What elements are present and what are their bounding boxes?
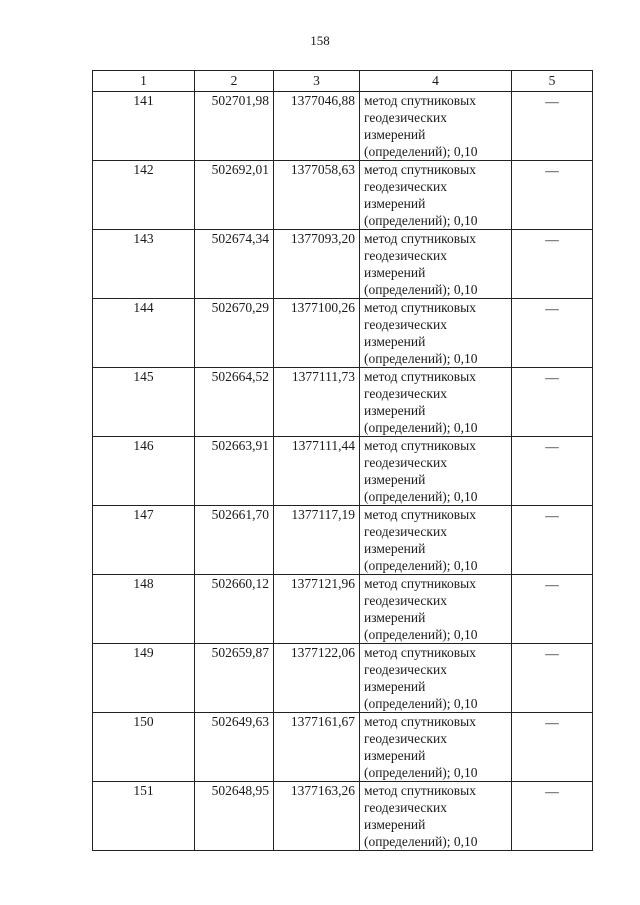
method-cell: метод спутниковых геодезических измерений (определений); 0,10 — [360, 575, 512, 644]
y-coordinate-cell: 1377122,06 — [274, 644, 360, 713]
point-number-cell: 150 — [93, 713, 195, 782]
note-cell — [512, 437, 593, 506]
dash-mark: — — [545, 646, 559, 661]
y-coordinate-cell: 1377121,96 — [274, 575, 360, 644]
x-coordinate-cell: 502661,70 — [195, 506, 274, 575]
point-number-cell: 147 — [93, 506, 195, 575]
table-row — [93, 299, 593, 368]
x-coordinate-cell: 502664,52 — [195, 368, 274, 437]
table-row — [93, 575, 593, 644]
method-cell: метод спутниковых геодезических измерений (определений); 0,10 — [360, 644, 512, 713]
note-cell — [512, 230, 593, 299]
point-number-cell: 149 — [93, 644, 195, 713]
point-number-cell: 151 — [93, 782, 195, 851]
table-row — [93, 506, 593, 575]
note-cell — [512, 713, 593, 782]
method-cell: метод спутниковых геодезических измерений (определений); 0,10 — [360, 299, 512, 368]
note-cell — [512, 782, 593, 851]
method-cell: метод спутниковых геодезических измерений (определений); 0,10 — [360, 782, 512, 851]
table-row — [93, 644, 593, 713]
x-coordinate-cell: 502663,91 — [195, 437, 274, 506]
note-cell — [512, 92, 593, 161]
table-row — [93, 368, 593, 437]
x-coordinate-cell: 502701,98 — [195, 92, 274, 161]
table-row — [93, 713, 593, 782]
y-coordinate-cell: 1377163,26 — [274, 782, 360, 851]
y-coordinate-cell: 1377046,88 — [274, 92, 360, 161]
header-col-5: 5 — [512, 71, 593, 92]
y-coordinate-cell: 1377117,19 — [274, 506, 360, 575]
table-row — [93, 437, 593, 506]
y-coordinate-cell: 1377111,44 — [274, 437, 360, 506]
point-number-cell: 145 — [93, 368, 195, 437]
dash-mark: — — [545, 94, 559, 109]
dash-mark: — — [545, 715, 559, 730]
note-cell — [512, 506, 593, 575]
point-number-cell: 148 — [93, 575, 195, 644]
table-body — [93, 92, 593, 851]
point-number-cell: 142 — [93, 161, 195, 230]
note-cell — [512, 644, 593, 713]
method-cell: метод спутниковых геодезических измерений (определений); 0,10 — [360, 230, 512, 299]
x-coordinate-cell: 502648,95 — [195, 782, 274, 851]
dash-mark: — — [545, 439, 559, 454]
x-coordinate-cell: 502692,01 — [195, 161, 274, 230]
dash-mark: — — [545, 301, 559, 316]
x-coordinate-cell: 502670,29 — [195, 299, 274, 368]
table-row — [93, 92, 593, 161]
point-number-cell: 144 — [93, 299, 195, 368]
method-cell: метод спутниковых геодезических измерений (определений); 0,10 — [360, 506, 512, 575]
method-cell: метод спутниковых геодезических измерений (определений); 0,10 — [360, 713, 512, 782]
dash-mark: — — [545, 508, 559, 523]
page-number: 158 — [310, 33, 330, 48]
note-cell — [512, 575, 593, 644]
method-cell: метод спутниковых геодезических измерений (определений); 0,10 — [360, 92, 512, 161]
x-coordinate-cell: 502659,87 — [195, 644, 274, 713]
x-coordinate-cell: 502649,63 — [195, 713, 274, 782]
dash-mark: — — [545, 784, 559, 799]
dash-mark: — — [545, 370, 559, 385]
point-number-cell: 143 — [93, 230, 195, 299]
dash-mark: — — [545, 232, 559, 247]
method-cell: метод спутниковых геодезических измерений (определений); 0,10 — [360, 437, 512, 506]
x-coordinate-cell: 502674,34 — [195, 230, 274, 299]
x-coordinate-cell: 502660,12 — [195, 575, 274, 644]
note-cell — [512, 161, 593, 230]
method-cell: метод спутниковых геодезических измерений (определений); 0,10 — [360, 161, 512, 230]
point-number-cell: 141 — [93, 92, 195, 161]
note-cell — [512, 368, 593, 437]
note-cell — [512, 299, 593, 368]
y-coordinate-cell: 1377100,26 — [274, 299, 360, 368]
method-cell: метод спутниковых геодезических измерений (определений); 0,10 — [360, 368, 512, 437]
y-coordinate-cell: 1377058,63 — [274, 161, 360, 230]
y-coordinate-cell: 1377093,20 — [274, 230, 360, 299]
header-col-1: 1 — [93, 71, 195, 92]
header-col-2: 2 — [195, 71, 274, 92]
header-col-4: 4 — [360, 71, 512, 92]
table-row — [93, 782, 593, 851]
coordinates-table — [92, 70, 593, 851]
y-coordinate-cell: 1377161,67 — [274, 713, 360, 782]
dash-mark: — — [545, 163, 559, 178]
y-coordinate-cell: 1377111,73 — [274, 368, 360, 437]
header-row — [93, 71, 593, 92]
table-row — [93, 161, 593, 230]
dash-mark: — — [545, 577, 559, 592]
point-number-cell: 146 — [93, 437, 195, 506]
table-row — [93, 230, 593, 299]
header-col-3: 3 — [274, 71, 360, 92]
